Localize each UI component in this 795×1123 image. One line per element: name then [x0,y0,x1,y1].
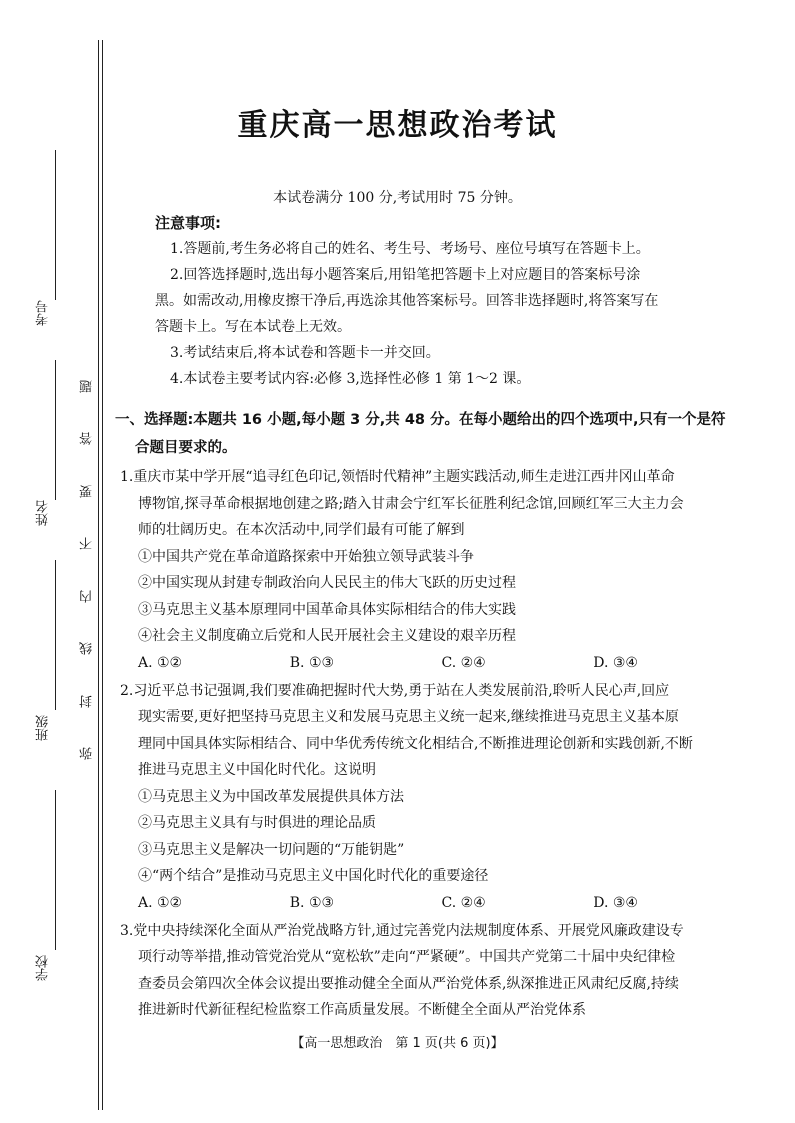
answer-choices [120,890,745,916]
seal-char: 线 [80,642,95,656]
notice-item: 2.回答选择题时,选出每小题答案后,用铅笔把答题卡上对应题目的答案标号涂 [170,267,641,283]
stem-line: 师的壮阔历史。在本次活动中,同学们最有可能了解到 [138,522,465,538]
stem-line: 2.习近平总书记强调,我们要准确把握时代大势,勇于站在人类发展前沿,聆听人民心声,回应 [120,682,670,699]
question-1-stem [120,464,745,544]
seal-char: 要 [80,484,95,498]
stem-line: 3.党中央持续深化全面从严治党战略方针,通过完善党内法规制度体系、开展党风廉政建设专 [120,922,684,939]
section-heading [115,406,745,462]
page-title: 重庆高一思想政治考试 [237,108,558,143]
statement-option: ④社会主义制度确立后党和人民开展社会主义建设的艰辛历程 [138,628,516,644]
stem-line: 推进新时代新征程纪检监察工作高质量发展。不断健全全面从严治党体系 [138,1002,586,1018]
notice-item: 3.考试结束后,将本试卷和答题卡一并交回。 [170,345,440,361]
seal-char: 题 [80,380,95,393]
choice-b: B. ①③ [289,894,335,911]
notice-item: 1.答题前,考生务必将自己的姓名、考生号、考场号、座位号填写在答题卡上。 [170,241,650,257]
field-class-line [55,560,56,710]
statement-option: ②中国实现从封建专制政治向人民民主的伟大飞跃的历史过程 [138,575,516,591]
answer-choices [120,650,745,676]
seal-char: 封 [80,694,95,708]
statement-option: ①马克思主义为中国改革发展提供具体方法 [138,788,404,805]
choice-b: B. ①③ [289,654,335,671]
stem-line: 1.重庆市某中学开展“追寻红色印记,领悟时代精神”主题实践活动,师生走进江西井冈山革命 [120,469,675,485]
choice-d: D. ③④ [593,894,638,911]
field-school-line [55,790,56,950]
stem-line: 查委员会第四次全体会议提出要推动健全全面从严治党体系,纵深推进正风肃纪反腐,持续 [138,975,679,992]
notice-item: 4.本试卷主要考试内容:必修 3,选择性必修 1 第 1～2 课。 [170,371,531,387]
field-name-line [55,360,56,500]
field-class: 班级 [36,715,51,741]
page-footer: 【高一思想政治 第 1 页(共 6 页)】 [291,1036,504,1051]
stem-line: 博物馆,探寻革命根据地创建之路;踏入甘肃会宁红军长征胜利纪念馆,回顾红军三大主力会 [138,495,684,512]
field-exam-number-line [55,150,56,300]
exam-content [115,208,745,1024]
choice-d: D. ③④ [593,654,638,671]
seal-char: 弥 [80,746,95,760]
seal-char: 内 [80,589,95,603]
stem-line: 项行动等举措,推动管党治党从“宽松软”走向“严紧硬”。中国共产党第二十届中央纪律检 [138,949,676,965]
question-2-stem [120,678,745,784]
notice-item: 答题卡上。写在本试卷上无效。 [155,319,351,335]
choice-c: C. ②④ [441,654,486,671]
statement-option: ③马克思主义是解决一切问题的“万能钥匙” [138,841,405,858]
statement-option: ③马克思主义基本原理同中国革命具体实际相结合的伟大实践 [138,601,516,618]
seal-char: 答 [80,432,95,446]
notice-item: 黑。如需改动,用橡皮擦干净后,再选涂其他答案标号。回答非选择题时,将答案写在 [155,293,659,309]
section-heading-line: 一、选择题:本题共 16 小题,每小题 3 分,共 48 分。在每小题给出的四个选项中,只有一个是符 [115,412,726,428]
seal-char: 不 [80,537,95,551]
field-exam-number: 考号 [36,300,51,326]
stem-line: 现实需要,更好把坚持马克思主义和发展马克思主义统一起来,继续推进马克思主义基本原 [138,709,679,725]
choice-a: A. ①② [138,654,183,671]
seal-line-notice [78,380,97,760]
notice-heading: 注意事项: [155,214,221,232]
exam-info: 本试卷满分 100 分,考试用时 75 分钟。 [273,190,522,206]
statement-option: ①中国共产党在革命道路探索中开始独立领导武装斗争 [138,548,474,565]
field-name: 姓名 [36,500,51,526]
field-school: 学校 [36,955,51,981]
question-3-stem [120,918,745,1024]
statement-option: ②马克思主义具有与时俱进的理论品质 [138,815,376,831]
choice-a: A. ①② [138,894,183,911]
statement-option: ④“两个结合”是推动马克思主义中国化时代化的重要途径 [138,868,489,884]
stem-line: 理同中国具体实际相结合、同中华优秀传统文化相结合,不断推进理论创新和实践创新,不断 [138,735,693,752]
section-heading-line: 合题目要求的。 [135,440,237,456]
choice-c: C. ②④ [441,894,486,911]
stem-line: 推进马克思主义中国化时代化。这说明 [138,762,376,778]
